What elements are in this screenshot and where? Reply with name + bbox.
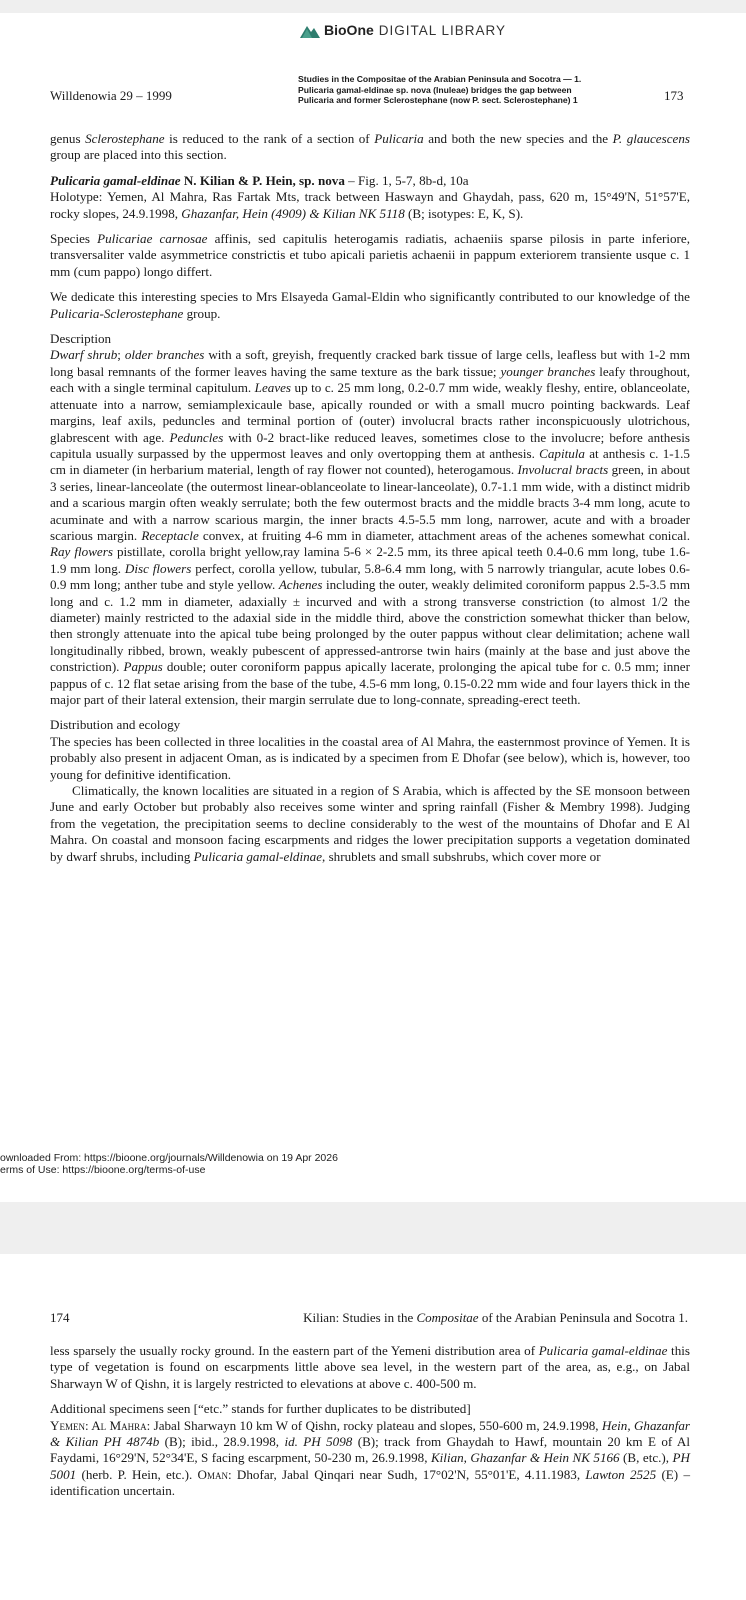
page2-running-head: Kilian: Studies in the Compositae of the Arabian Peninsula and Socotra 1. — [303, 1310, 688, 1325]
paragraph-vegetation: less sparsely the usually rocky ground. In the eastern part of the Yemeni distribution area of Pulicaria gamal-eldinae this type of vegetation is found on escarpments little above sea level, in the western part of the area, as, e.g., on Jabal Sharwayn W of Qishn, it is largely restricted to elevations at above c. 400-500 m. — [50, 1343, 690, 1391]
bioone-mountain-icon — [300, 21, 320, 39]
article-title: Studies in the Compositae of the Arabian Peninsula and Socotra — 1. Pulicaria gamal-eldinae sp. nova (Inuleae) bridges the gap between Pulicaria and former Sclerostephane (now P. sect. Sclerostephane) 1 — [298, 74, 582, 105]
bioone-brand: BioOne — [324, 22, 374, 38]
download-notice: ownloaded From: https://bioone.org/journals/Willdenowia on 19 Apr 2026 — [0, 1152, 338, 1164]
page-number: 173 — [664, 88, 684, 103]
paragraph-climate: Climatically, the known localities are situated in a region of S Arabia, which is affected by the SE monsoon between June and early October but probably also receives some winter and spring rainfall (Fisher & Membry 1998). Judging from the vegetation, the precipitation seems to decline considerably to the west of the mountains of Dhofar and E Al Mahra. On coastal and monsoon facing escarpments and ridges the lower precipitation supports a vegetation dominated by dwarf shrubs, including Pulicaria gamal-eldinae, shrublets and small subshrubs, which cover more or — [50, 783, 690, 864]
paragraph-latin-diagnosis: Species Pulicariae carnosae affinis, sed capitulis heterogamis radiatis, achaeniis sparse pilosis in parte inferiore, transversaliter valde asymmetrice constrictis et tubo apicali parietis achaenii in pappum exteriorem transiente usque c. 1 mm (cum pappo) longo differt. — [50, 231, 691, 279]
page1-body — [50, 131, 690, 874]
paragraph-specimens: Additional specimens seen [“etc.” stands for further duplicates to be distributed] Yemen: Al Mahra: Jabal Sharwayn 10 km W of Qishn, rocky plateau and slopes, 550-600 m, 24.9.1998, Hein, Ghazanfar & Kilian PH 4874b (B); ibid., 28.9.1998, id. PH 5098 (B); track from Ghaydah to Hawf, mountain 20 km E of Al Faydami, 16°29'N, 52°34'E, S facing escarpment, 50-230 m, 26.9.1998, Kilian, Ghazanfar & Hein NK 5166 (B, etc.), PH 5001 (herb. P. Hein, etc.). Oman: Dhofar, Jabal Qinqari near Sudh, 17°02'N, 55°01'E, 4.11.1983, Lawton 2525 (E) – identification uncertain. — [50, 1401, 690, 1499]
terms-of-use-link[interactable]: erms of Use: https://bioone.org/terms-of-use — [0, 1164, 206, 1176]
download-footer — [0, 1152, 338, 1176]
paragraph-distribution: Distribution and ecology The species has been collected in three localities in the coastal area of Al Mahra, the easternmost province of Yemen. It is probably also present in adjacent Oman, as is indicated by a specimen from E Dhofar (see below), which is, however, too young for definitive identification. — [50, 717, 690, 782]
page2-number: 174 — [50, 1310, 70, 1325]
page2-body — [50, 1343, 690, 1509]
paragraph-description: Description Dwarf shrub; older branches with a soft, greyish, frequently cracked bark tissue of large cells, leafless but with 1-2 mm long basal remnants of the former leaves having the same texture as the bark tissue; younger branches leafy throughout, each with a single terminal capitulum. Leaves up to c. 25 mm long, 0.2-0.7 mm wide, weakly fleshy, entire, oblanceolate, attenuate into a narrow, semiamplexicaule base, apically rounded or with a small mucro pointing backwards. Leaf margins, leaf axils, peduncles and terminal portion of (outer) involucral bracts rather inconspicuously ulotrichous, glabrescent with age. Peduncles with 0-2 bract-like reduced leaves, sometimes close to the involucre; before anthesis capitula usually surpassed by the uppermost leaves and only overtopping them at anthesis. Capitula at anthesis c. 1-1.5 cm in diameter (in herbarium material, length of ray flower not counted), heterogamous. Involucral bracts green, in about 3 series, linear-lanceolate (the outermost linear-oblanceolate to linear-lanceolate), 0.7-1.1 mm wide, with a distinct midrib and a scarious margin often weakly serrulate; both the few outermost bracts and the middle bracts 3-4 mm long, acute to acuminate and with a narrow scarious margin, the inner bracts 4.5-5.5 mm long, narrower, acute and with a broader scarious margin. Receptacle convex, at fruiting 4-6 mm in diameter, attachment areas of the achenes somewhat conical. Ray flowers pistillate, corolla bright yellow,ray lamina 5-6 × 2-2.5 mm, its three apical teeth 0.4-0.6 mm long, tube 1.6-1.9 mm long. Disc flowers perfect, corolla yellow, tubular, 5.8-6.4 mm long, with 5 narrowly triangular, acute lobes 0.6-0.9 mm long; anther tube and style yellow. Achenes including the outer, weakly delimited coroniform pappus 2.5-3.5 mm long and c. 1.2 mm in diameter, adaxially ± incurved and with a strong transverse constriction (to almost 1/2 the diameter) mainly restricted to the adaxial side in the middle third, above the constriction somewhat thicker than below, then strongly attenuate into the apical tube being prolonged by the outer pappus without clear delimitation; achene wall longitudinally ribbed, brown, weakly pubescent of appressed-antrorse twin hairs (mainly at the base and just above the constriction). Pappus double; outer coroniform pappus apically lacerate, prolonging the apical tube for c. 0.5 mm; inner pappus of c. 12 flat setae arising from the base of the tube, 4.5-6 mm long, 0.15-0.22 mm wide and four layers thick in the major part of their lateral extension, their margin serrulate due to long-connate, spreading-erect teeth. — [50, 331, 691, 707]
paragraph-intro: genus Sclerostephane is reduced to the rank of a section of Pulicaria and both the new species and the P. glaucescens group are placed into this section. — [50, 131, 690, 163]
bioone-library-name: DIGITAL LIBRARY — [378, 22, 507, 38]
paragraph-dedication: We dedicate this interesting species to Mrs Elsayeda Gamal-Eldin who significantly contributed to our knowledge of the Pulicaria-Sclerostephane group. — [50, 289, 690, 321]
bioone-logo[interactable] — [300, 21, 506, 39]
paragraph-species-heading: Pulicaria gamal-eldinae N. Kilian & P. Hein, sp. nova – Fig. 1, 5-7, 8b-d, 10a Holotype: Yemen, Al Mahra, Ras Fartak Mts, track between Haswayn and Ghaydah, pass, 620 m, 15°49'N, 51°57'E, rocky slopes, 24.9.1998, Ghazanfar, Hein (4909) & Kilian NK 5118 (B; isotypes: E, K, S). — [50, 172, 690, 221]
journal-name: Willdenowia 29 – 1999 — [50, 88, 172, 103]
